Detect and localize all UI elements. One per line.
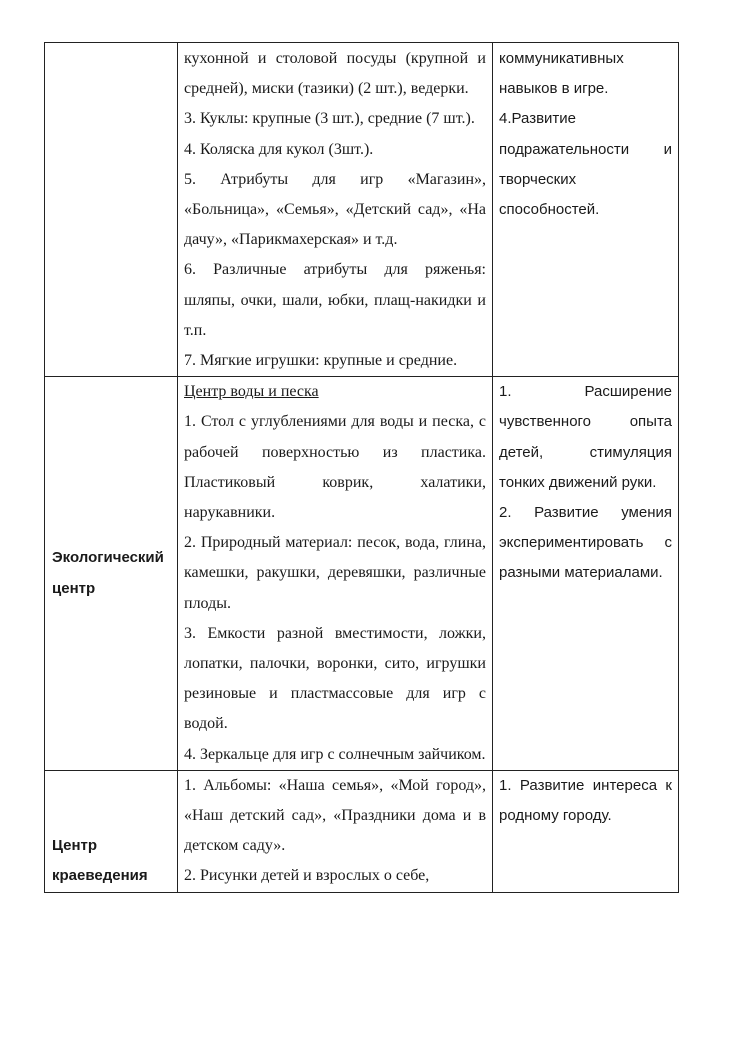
contents-item: 7. Мягкие игрушки: крупные и средние. <box>184 352 458 370</box>
contents-item: 3. Емкости разной вместимости, ложки, лопатки, палочки, воронки, сито, игрушки резиновые и пластмассовые для игр с водой. <box>184 624 486 733</box>
contents-item: 2. Природный материал: песок, вода, глина, камешки, ракушки, деревяшки, различные плоды. <box>184 534 486 612</box>
goal-item: 1. Развитие интереса к родному городу. <box>499 776 672 825</box>
goal-item: 4.Развитие подражательности и творческих способностей. <box>499 110 672 219</box>
table-row <box>45 43 679 377</box>
contents-item: 3. Куклы: крупные (3 шт.), средние (7 шт.). <box>184 110 475 128</box>
contents-item: 6. Различные атрибуты для ряженья: шляпы, очки, шали, юбки, плащ-накидки и т.п. <box>184 261 486 339</box>
table-row <box>45 770 679 892</box>
table-row <box>45 377 679 771</box>
goal-item: коммуникативных навыков в игре. <box>499 50 624 98</box>
center-name-cell <box>45 43 178 377</box>
contents-item: кухонной и столовой посуды (крупной и средней), миски (тазики) (2 шт.), ведерки. <box>184 50 486 98</box>
subheading: Центр воды и песка <box>184 383 319 401</box>
contents-item: 2. Рисунки детей и взрослых о себе, <box>184 867 430 885</box>
contents-cell <box>178 43 493 377</box>
center-name-cell: Центр краеведения <box>45 770 178 892</box>
goal-item: 2. Развитие умения экспериментировать с разными материалами. <box>499 504 672 582</box>
goal-item: 1. Расширение чувственного опыта детей, стимуляция тонких движений руки. <box>499 383 672 491</box>
contents-item: 1. Стол с углублениями для воды и песка, с рабочей поверхностью из пластика. Пластиковый коврик, халатики, нарукавники. <box>184 413 486 522</box>
contents-item: 1. Альбомы: «Наша семья», «Мой город», «Наш детский сад», «Праздники дома и в детском саду». <box>184 776 486 855</box>
contents-cell <box>178 377 493 771</box>
goals-cell <box>493 377 679 771</box>
goals-cell <box>493 770 679 892</box>
contents-cell <box>178 770 493 892</box>
equipment-table <box>44 42 679 893</box>
contents-item: 4. Зеркальце для игр с солнечным зайчиком. <box>184 745 486 763</box>
goals-cell <box>493 43 679 377</box>
center-name-cell: Экологический центр <box>45 377 178 771</box>
contents-item: 4. Коляска для кукол (3шт.). <box>184 140 374 158</box>
contents-item: 5. Атрибуты для игр «Магазин», «Больница», «Семья», «Детский сад», «На дачу», «Парикмахерская» и т.д. <box>184 170 486 249</box>
